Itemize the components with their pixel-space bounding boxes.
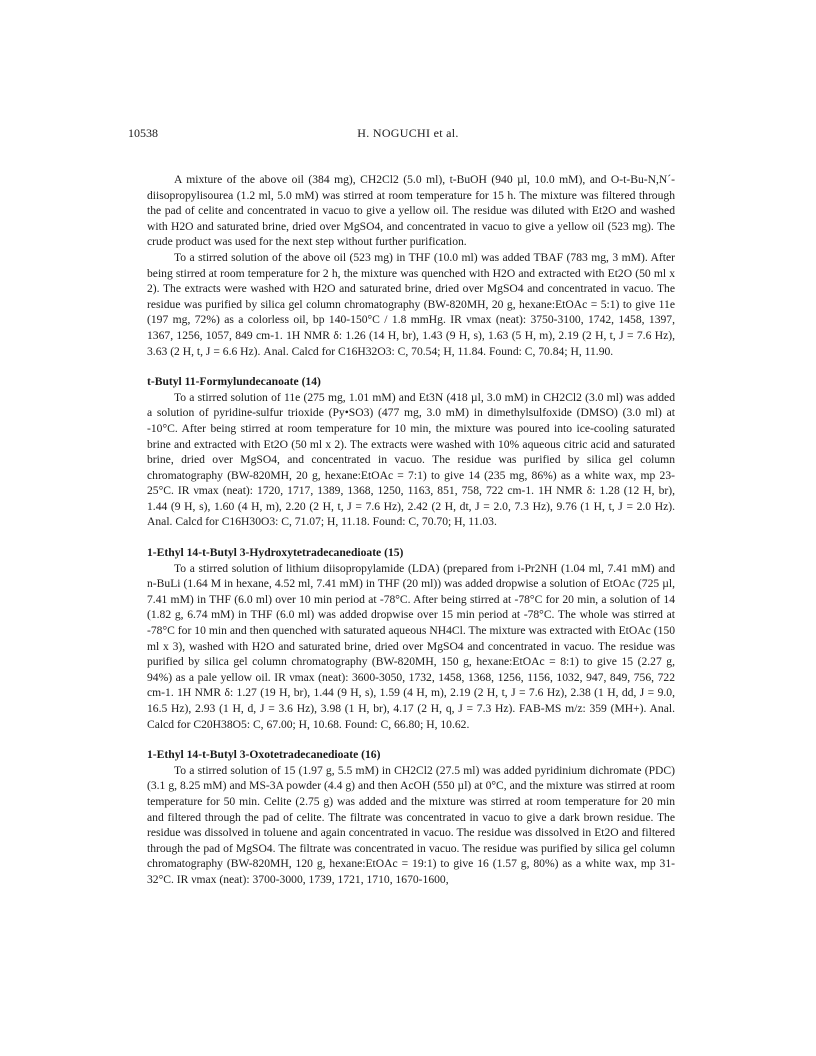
article-body: [147, 172, 675, 888]
paragraph-tbaf-deprotection: To a stirred solution of the above oil (523 mg) in THF (10.0 ml) was added TBAF (783 mg, 3 mM). After being stirred at room temperature for 2 h, the mixture was quenched with H2O and extracted with Et2O (50 ml x 2). The extracts were washed with H2O and saturated brine, dried over MgSO4 and concentrated in vacuo. The residue was purified by silica gel column chromatography (BW-820MH, 20 g, hexane:EtOAc = 5:1) to give 11e (197 mg, 72%) as a colorless oil, bp 140-150°C / 1.8 mmHg. IR νmax (neat): 3750-3100, 1742, 1458, 1397, 1367, 1256, 1057, 849 cm-1. 1H NMR δ: 1.26 (14 H, br), 1.43 (9 H, s), 1.63 (5 H, m), 2.19 (2 H, t, J = 7.6 Hz), 3.63 (2 H, t, J = 6.6 Hz). Anal. Calcd for C16H32O3: C, 70.54; H, 11.84. Found: C, 70.84; H, 11.90.: [147, 250, 675, 358]
compound-procedure: To a stirred solution of lithium diisopropylamide (LDA) (prepared from i-Pr2NH (1.04 ml, 7.41 mM) and n-BuLi (1.64 M in hexane, 4.52 ml, 7.41 mM) in THF (20 ml)) was added dropwise a solution of EtOAc (725 µl, 7.41 mM) in THF (6.0 ml) over 10 min period at -78°C. After being stirred at -78°C for 20 min, a solution of 14 (1.82 g, 6.74 mM) in THF (6.0 ml) was added dropwise over 15 min period at -78°C. The whole was stirred at -78°C for 10 min and then quenched with saturated aqueous NH4Cl. The mixture was extracted with EtOAc (150 ml x 3), washed with H2O and saturated brine, dried over MgSO4 and concentrated in vacuo. The residue was purified by silica gel column chromatography (BW-820MH, 150 g, hexane:EtOAc = 8:1) to give 15 (2.27 g, 94%) as a pale yellow oil. IR νmax (neat): 3600-3050, 1732, 1458, 1368, 1256, 1156, 1032, 947, 849, 756, 722 cm-1. 1H NMR δ: 1.27 (19 H, br), 1.44 (9 H, s), 1.59 (4 H, m), 2.19 (2 H, t, J = 7.6 Hz), 2.38 (1 H, dd, J = 9.0, 16.5 Hz), 2.93 (1 H, d, J = 3.6 Hz), 3.98 (1 H, br), 4.17 (2 H, q, J = 7.3 Hz). FAB-MS m/z: 359 (MH+). Anal. Calcd for C20H38O5: C, 67.00; H, 10.68. Found: C, 66.80; H, 10.62.: [147, 561, 675, 731]
page-header: [128, 126, 688, 144]
section-spacer: [147, 732, 675, 747]
compound-heading: 1-Ethyl 14-t-Butyl 3-Oxotetradecanedioate (16): [147, 748, 381, 762]
running-head: H. NOGUCHI et al.: [357, 126, 459, 140]
compound-heading: t-Butyl 11-Formylundecanoate (14): [147, 375, 321, 389]
compound-heading: 1-Ethyl 14-t-Butyl 3-Hydroxytetradecanedioate (15): [147, 546, 404, 560]
section-spacer: [147, 359, 675, 374]
section-spacer: [147, 530, 675, 545]
compound-procedure: To a stirred solution of 11e (275 mg, 1.01 mM) and Et3N (418 µl, 3.0 mM) in CH2Cl2 (3.0 ml) was added a solution of pyridine-sulfur trioxide (Py•SO3) (477 mg, 3.0 mM) in dimethylsulfoxide (DMSO) (3.0 ml) at -10°C. After being stirred at room temperature for 10 min, the mixture was poured into ice-cooling saturated brine and extracted with Et2O (50 ml x 2). The extracts were washed with 10% aqueous citric acid and saturated brine, dried over MgSO4, and concentrated in vacuo. The residue was purified by silica gel column chromatography (BW-820MH, 20 g, hexane:EtOAc = 7:1) to give 14 (235 mg, 86%) as a white wax, mp 23-25°C. IR νmax (neat): 1720, 1717, 1389, 1368, 1250, 1163, 851, 758, 722 cm-1. 1H NMR δ: 1.28 (12 H, br), 1.44 (9 H, s), 1.60 (4 H, m), 2.20 (2 H, t, J = 7.6 Hz), 2.42 (2 H, dt, J = 2.0, 7.3 Hz), 9.76 (1 H, t, J = 2.0 Hz). Anal. Calcd for C16H30O3: C, 71.07; H, 11.18. Found: C, 70.70; H, 11.03.: [147, 390, 675, 529]
compound-procedure: To a stirred solution of 15 (1.97 g, 5.5 mM) in CH2Cl2 (27.5 ml) was added pyridinium dichromate (PDC) (3.1 g, 8.25 mM) and MS-3A powder (4.4 g) and then AcOH (550 µl) at 0°C, and the mixture was stirred at room temperature for 50 min. Celite (2.75 g) was added and the mixture was stirred at room temperature for 20 min and filtered through the pad of celite. The filtrate was concentrated in vacuo to give a dark brown residue. The residue was dissolved in toluene and again concentrated in vacuo. The residue was dissolved in Et2O and filtered through the pad of MgSO4. The filtrate was concentrated in vacuo. The residue was purified by silica gel column chromatography (BW-820MH, 120 g, hexane:EtOAc = 19:1) to give 16 (1.57 g, 80%) as a white wax, mp 31-32°C. IR νmax (neat): 3700-3000, 1739, 1721, 1710, 1670-1600,: [147, 763, 675, 886]
paragraph-tert-butyl-esterification: A mixture of the above oil (384 mg), CH2Cl2 (5.0 ml), t-BuOH (940 µl, 10.0 mM), and O-t-Bu-N,N´-diisopropylisourea (1.2 ml, 5.0 mM) was stirred at room temperature for 15 h. The mixture was filtered through the pad of celite and concentrated in vacuo to give a yellow oil. The residue was diluted with Et2O and washed with H2O and saturated brine, dried over MgSO4, and concentrated in vacuo to give a yellow oil (523 mg). The crude product was used for the next step without further purification.: [147, 173, 675, 249]
page-number: 10538: [128, 126, 158, 140]
